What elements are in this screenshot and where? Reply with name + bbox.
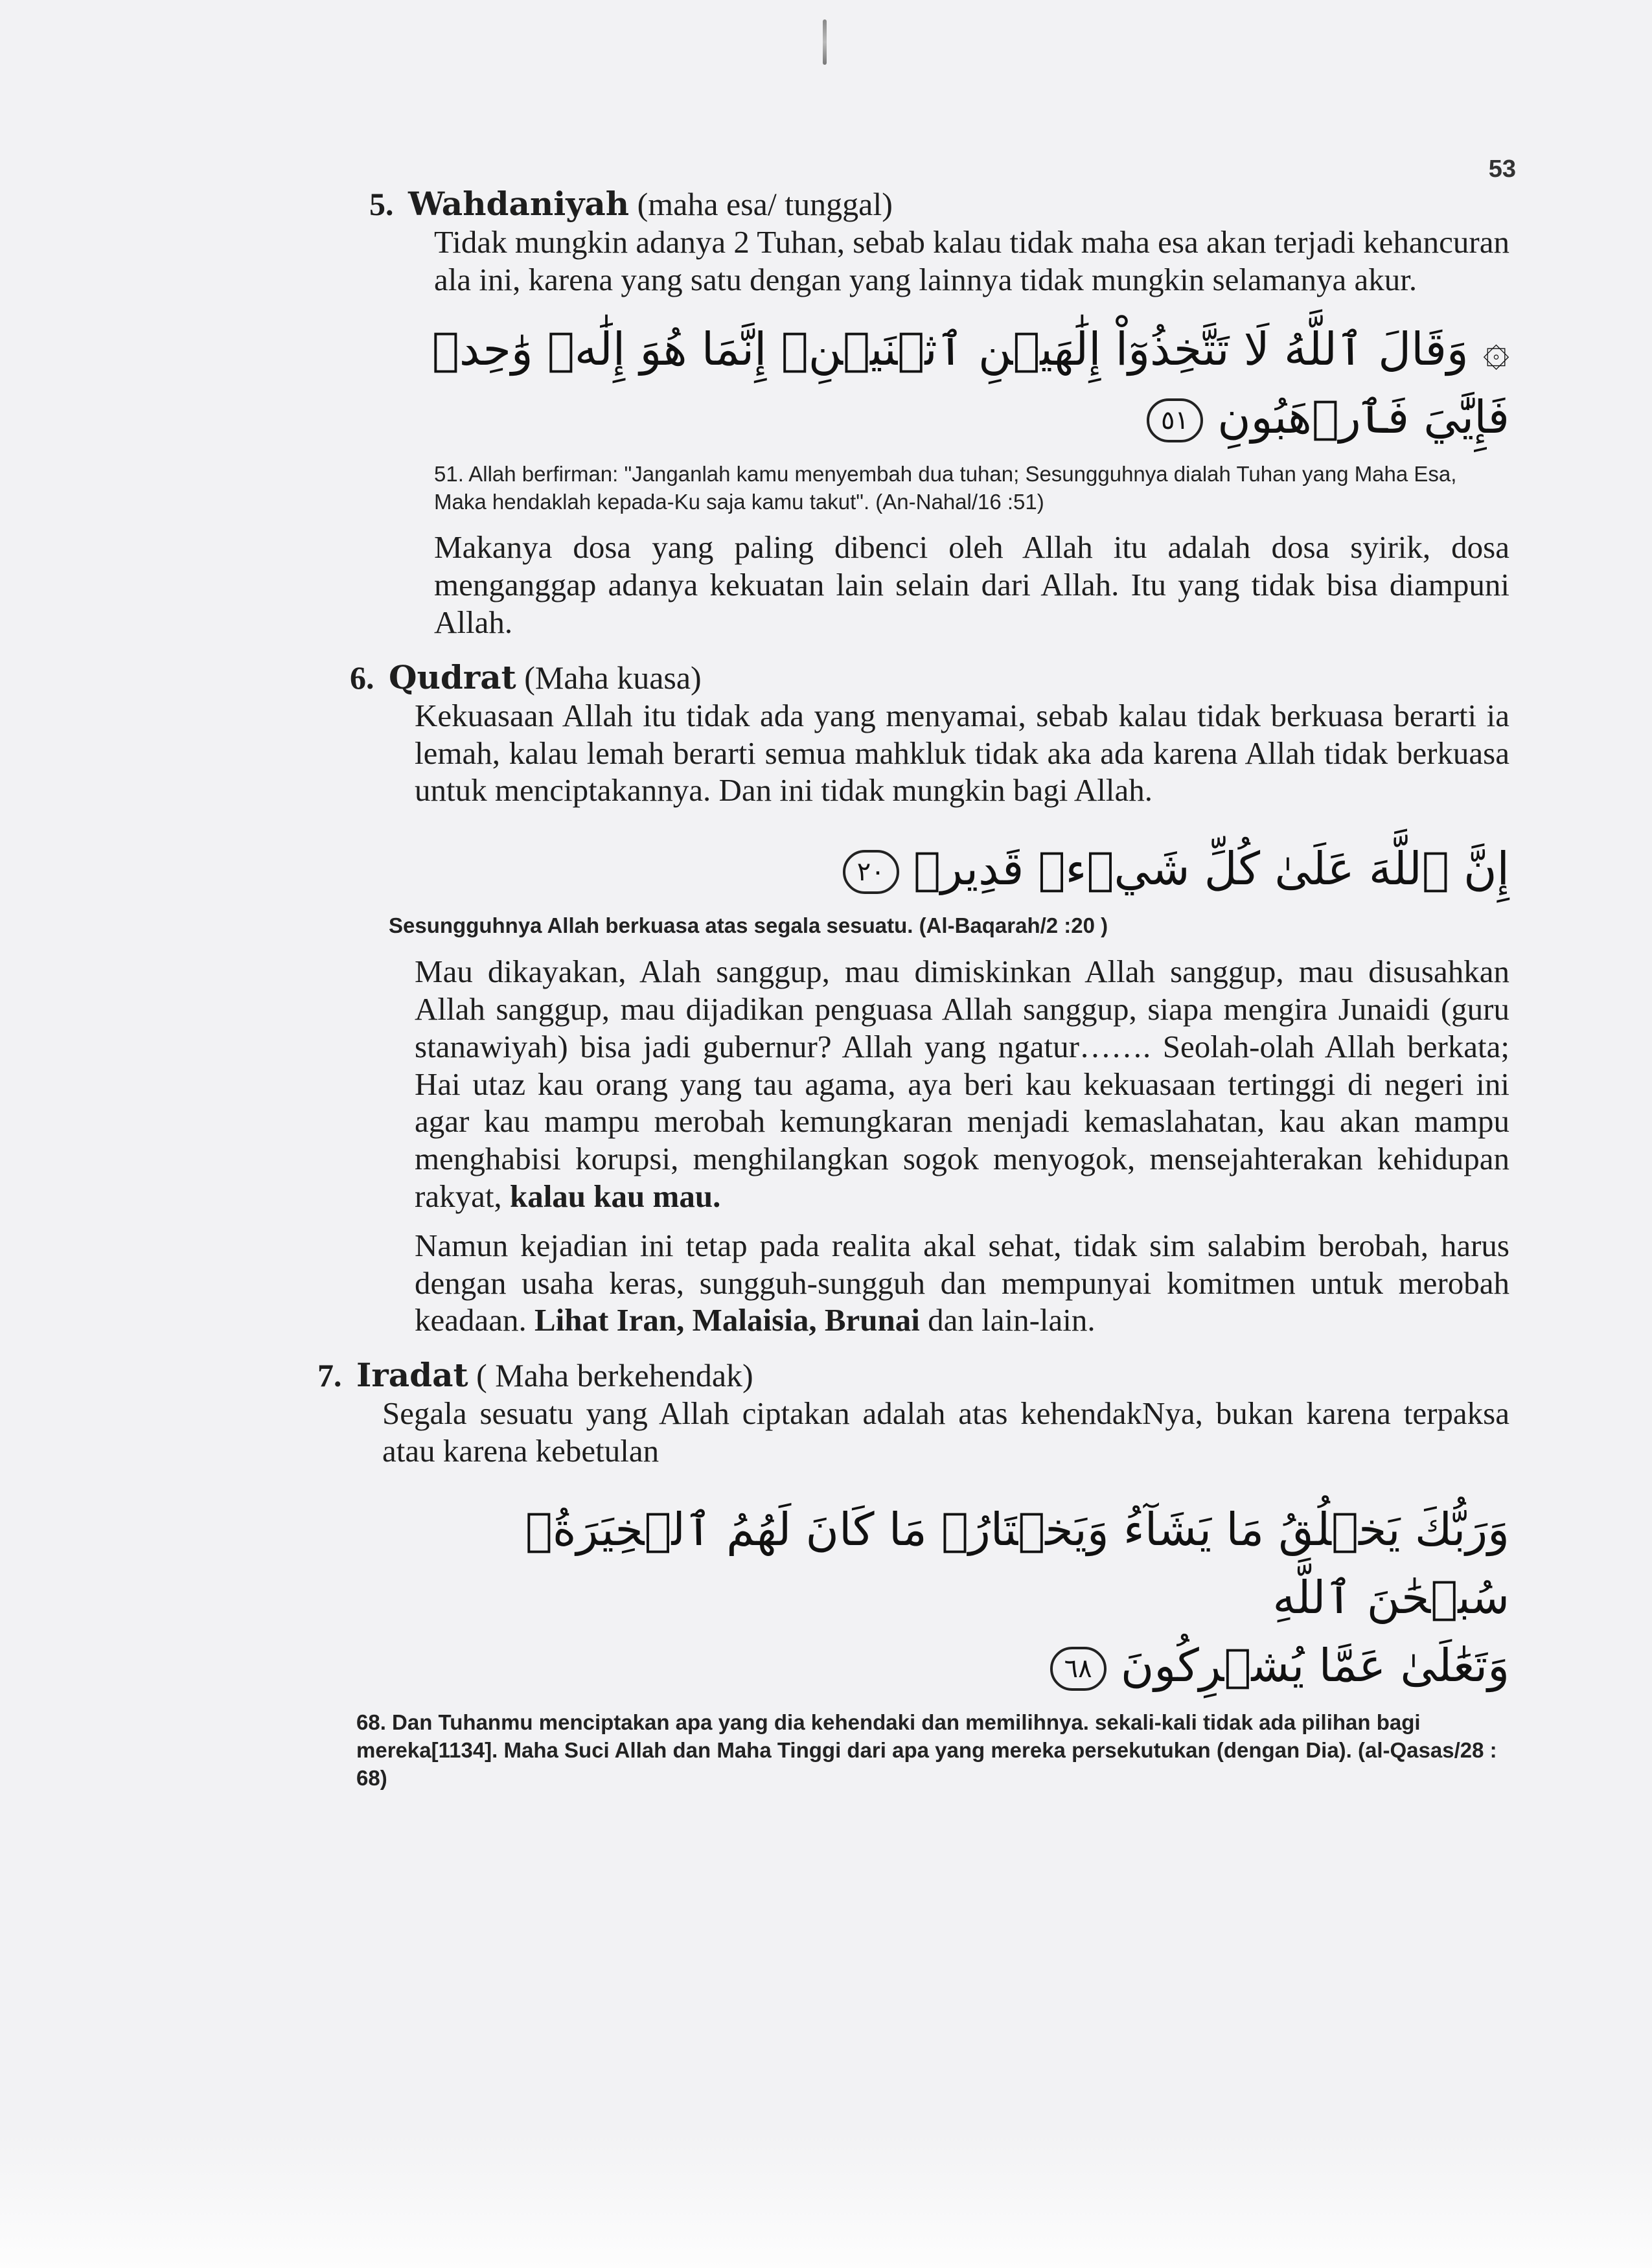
paragraph-emphasis: Lihat Iran, Malaisia, Brunai	[534, 1302, 920, 1338]
section-paragraph: Tidak mungkin adanya 2 Tuhan, sebab kalau tidak maha esa akan terjadi kehancuran ala ini, karena yang satu dengan yang lainnya tidak mungkin selamanya akur.	[434, 224, 1509, 297]
page-number: 53	[1488, 155, 1516, 183]
section-heading	[317, 1356, 1509, 1395]
verse-marker: ٢٠	[843, 850, 899, 894]
paragraph-text: Mau dikayakan, Alah sanggup, mau dimiskinkan Allah sanggup, mau disusahkan Allah sanggup, mau dijadikan penguasa Allah sanggup, siapa mengira Junaidi (guru stanawiyah) bisa jadi gubernur? Allah yang ngatur……. Seolah-olah Allah berkata; Hai utaz kau orang yang tau agama, aya beri kau kekuasaan tertinggi di negeri ini agar kau mampu merobah kemungkaran menjadi kemaslahatan, kau akan mampu menghabisi korupsi, menghilangkan sogok menyogok, mensejahterakan kehidupan rakyat,	[415, 954, 1509, 1215]
verse-marker: ٦٨	[1050, 1647, 1107, 1691]
section-paragraph-3	[415, 1227, 1509, 1339]
paragraph-emphasis: kalau kau mau.	[501, 1178, 721, 1215]
section-subtitle: (Maha kuasa)	[516, 659, 702, 696]
section-iradat	[317, 1356, 1509, 1792]
section-paragraph: Kekuasaan Allah itu tidak ada yang menyamai, sebab kalau tidak berkuasa berarti ia lemah, kalau lemah berarti semua mahkluk tidak aka ada karena Allah tidak berkuasa untuk menciptakannya. Dan ini tidak mungkin bagi Allah.	[415, 697, 1509, 808]
section-wahdaniyah	[369, 185, 1509, 641]
section-paragraph-2: Makanya dosa yang paling dibenci oleh Allah itu adalah dosa syirik, dosa menganggap adanya kekuatan lain selain dari Allah. Itu yang tidak bisa diampuni Allah.	[434, 529, 1509, 641]
paragraph-text-end: dan lain-lain.	[919, 1302, 1096, 1338]
section-paragraph: Segala sesuatu yang Allah ciptakan adalah atas kehendakNya, bukan karena terpaksa atau karena kebetulan	[382, 1395, 1509, 1469]
scan-mark	[823, 19, 827, 65]
arabic-verse	[415, 835, 1509, 903]
arabic-verse	[382, 1496, 1509, 1700]
page-bottom-margin	[0, 2132, 1652, 2268]
section-term: Wahdaniyah	[408, 185, 630, 223]
section-number: 6.	[350, 659, 374, 696]
verse-translation: 51. Allah berfirman: "Janganlah kamu menyembah dua tuhan; Sesungguhnya dialah Tuhan yang Maha Esa, Maka hendaklah kepada-Ku saja kamu takut". (An-Nahal/16 :51)	[434, 461, 1457, 514]
arabic-verse	[337, 315, 1509, 452]
paragraph-text: Namun kejadian ini tetap pada realita akal sehat, tidak sim salabim berobah, harus dengan usaha keras, sungguh-sungguh dan mempunyai komitmen untuk merobah keadaan.	[415, 1227, 1509, 1338]
section-paragraph-2	[415, 953, 1509, 1215]
verse-translation: 68. Dan Tuhanmu menciptakan apa yang dia kehendaki dan memilihnya. sekali-kali tidak ada pilihan bagi mereka[1134]. Maha Suci Allah dan Maha Tinggi dari apa yang mereka persekutukan (dengan Dia). (al-Qasas/28 : 68)	[356, 1710, 1497, 1790]
section-number: 7.	[317, 1357, 342, 1394]
verse-marker: ٥١	[1147, 398, 1203, 442]
section-subtitle: ( Maha berkehendak)	[468, 1357, 753, 1394]
arabic-text-line-2	[382, 1632, 1509, 1700]
section-heading	[369, 185, 1509, 223]
arabic-text-2: وَتَعَٰلَىٰ عَمَّا يُشۡرِكُونَ	[1120, 1638, 1509, 1692]
page-content	[317, 185, 1509, 1809]
section-number: 5.	[369, 186, 394, 222]
section-subtitle: (maha esa/ tunggal)	[629, 186, 893, 222]
arabic-text: إِنَّ ٱللَّهَ عَلَىٰ كُلِّ شَيۡءٖ قَدِيرٞ	[913, 842, 1509, 896]
section-qudrat	[350, 658, 1509, 1339]
verse-translation: Sesungguhnya Allah berkuasa atas segala sesuatu. (Al-Baqarah/2 :20 )	[389, 913, 1108, 938]
section-term: Qudrat	[389, 658, 516, 696]
arabic-text: وَرَبُّكَ يَخۡلُقُ مَا يَشَآءُ وَيَخۡتَارُۗ مَا كَانَ لَهُمُ ٱلۡخِيَرَةُۚ سُبۡحَٰنَ ٱللَّهِ	[525, 1502, 1509, 1624]
arabic-text: ۞ وَقَالَ ٱللَّهُ لَا تَتَّخِذُوٓاْ إِلَٰهَيۡنِ ٱثۡنَيۡنِۖ إِنَّمَا هُوَ إِلَٰهٞ وَٰحِدٞ فَإِيَّٰيَ فَٱرۡهَبُونِ	[431, 322, 1509, 444]
section-term: Iradat	[356, 1356, 468, 1395]
section-heading	[350, 658, 1509, 697]
